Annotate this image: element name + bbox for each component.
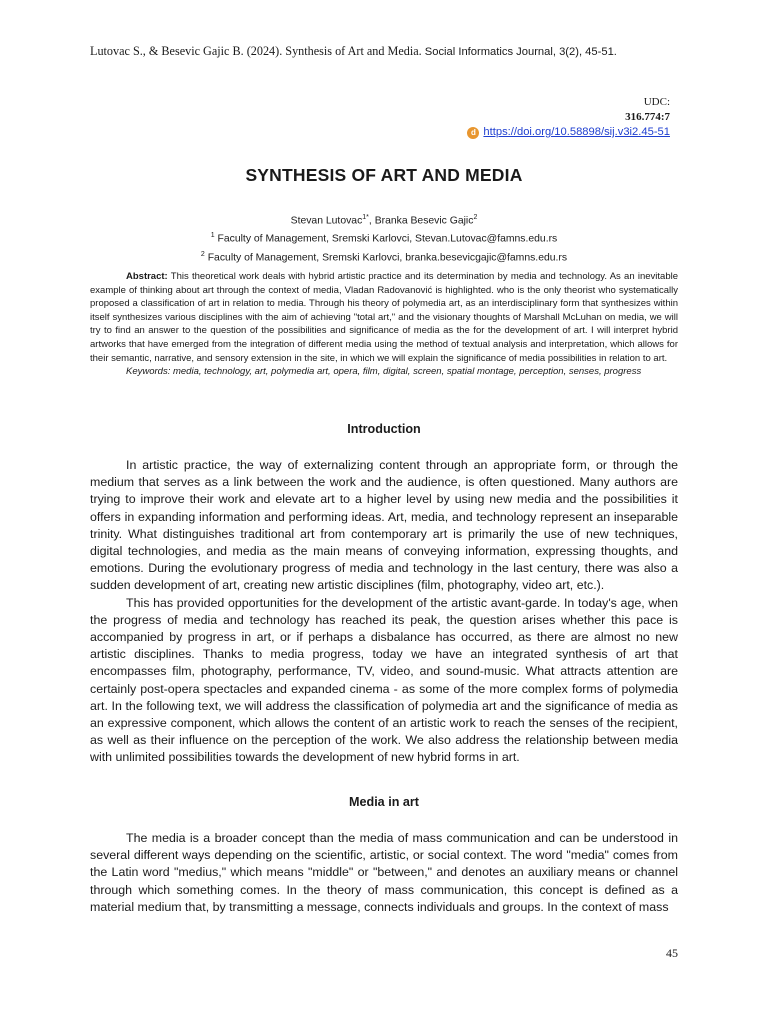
affiliation-2-num: 2 [200, 250, 205, 258]
section-heading-media-in-art: Media in art [349, 795, 419, 809]
media-paragraph-1: The media is a broader concept than the media of mass communication and can be understood in several different ways depending on the scientific, artistic, or social context. The word "media" comes from the Latin word "medius," which means "middle" or "between," and denotes an auxiliary means or channel through which something comes. In the theory of mass communication, this concept is defined as a material medium that, by transmitting a message, connects individuals and groups. In the context of mass [90, 831, 678, 914]
udc-block [467, 95, 670, 140]
affiliation-1-num: 1 [210, 232, 215, 240]
doi-link[interactable]: https://doi.org/10.58898/sij.v3i2.45-51 [483, 126, 670, 138]
abstract-section [90, 270, 678, 379]
udc-label: UDC: [643, 96, 670, 108]
affiliation-1 [0, 228, 768, 246]
affiliation-2 [0, 247, 768, 265]
section-heading-introduction: Introduction [347, 422, 421, 436]
udc-code: 316.774:7 [625, 111, 670, 123]
media-in-art-body [90, 830, 678, 916]
abstract-label: Abstract: [126, 271, 168, 282]
abstract-paragraph [90, 270, 678, 365]
citation-header [90, 44, 690, 59]
introduction-body [90, 457, 678, 767]
doi-line [467, 125, 670, 140]
affiliation-1-text: Faculty of Management, Sremski Karlovci, Stevan.Lutovac@famns.edu.rs [214, 233, 558, 245]
citation-authors: Lutovac S., & Besevic Gajic B. (2024). Synthesis of Art and Media. [90, 44, 422, 58]
author-1-sup: 1* [362, 214, 369, 221]
author-2-sup: 2 [473, 214, 478, 221]
page-number: 45 [666, 946, 678, 960]
intro-paragraph-2: This has provided opportunities for the development of the artistic avant-garde. In today's age, when the progress of media and technology has reached its peak, the question arises whether this pace is accompanied by progress in art, or if perhaps a disbalance has occurred, as there are almost no new artistic disciplines. Thanks to media progress, today we have an integrated synthesis of art that encompasses film, photography, performance, TV, video, and sound-music. What attracts attention are certainly post-opera spectacles and expanded cinema - as some of the more complex forms of polymedia art. In the following text, we will address the classification of polymedia art and the significance of media as an expressive component, which allows the content of an artistic work to reach the senses of the recipient, as well as their influence on the perception of the work. We also address the relationship between media with unlimited possibilities towards the development of new hybrid forms in art. [90, 595, 678, 765]
authors-line [0, 210, 768, 228]
keywords: Keywords: media, technology, art, polymedia art, opera, film, digital, screen, spatial montage, perception, senses, progress [126, 366, 642, 378]
author-separator: , [368, 215, 375, 227]
abstract-text: This theoretical work deals with hybrid artistic practice and its determination by media and technology. As an inevitable example of thinking about art through the context of media, Vladan Radovanović is highlighted. who is the only theorist who systematically proposed a classification of art in relation to media. Through his theory of polymedia art, as an interdisciplinary form that synthesizes within itself synthesizes various disciplines with the aim of achieving "total art," and the visionary thoughts of Marshall McLuhan on media, we will try to find an answer to the question of the possibilities and significance of media as the for the development of art. I will interpret hybrid artworks that have emerged from the integration of different media using the method of textual analysis and interpretation, which allows for their semantic, narrative, and sensory extension in the site, in which we will explain the significance of media possibilities in relation to art. [90, 271, 678, 364]
author-block [0, 210, 768, 265]
affiliation-2-text: Faculty of Management, Sremski Karlovci, branka.besevicgajic@famns.edu.rs [204, 252, 568, 264]
doi-icon: d [467, 127, 479, 139]
author-1: Stevan Lutovac [290, 215, 363, 227]
author-2: Branka Besevic Gajic [374, 215, 474, 227]
citation-journal: Social Informatics Journal, 3(2), 45-51. [424, 46, 617, 58]
paper-title: SYNTHESIS OF ART AND MEDIA [245, 165, 523, 185]
intro-paragraph-1: In artistic practice, the way of externalizing content through an appropriate form, or through the medium that serves as a link between the work and the audience, is often questioned. Many authors are trying to improve their work and elevate art to a higher level by using new media and the possibilities it offers in expanding information and performing ideas. Art, media, and technology represent an inseparable trinity. What distinguishes traditional art from contemporary art is primarily the use of new techniques, digital technologies, and media as the main means of conveying information, expressing thoughts, and emotions. During the evolutionary progress of media and technology in the last century, there was also a sudden development of art, creating new artistic disciplines (film, photography, video art, etc.). [90, 458, 678, 593]
